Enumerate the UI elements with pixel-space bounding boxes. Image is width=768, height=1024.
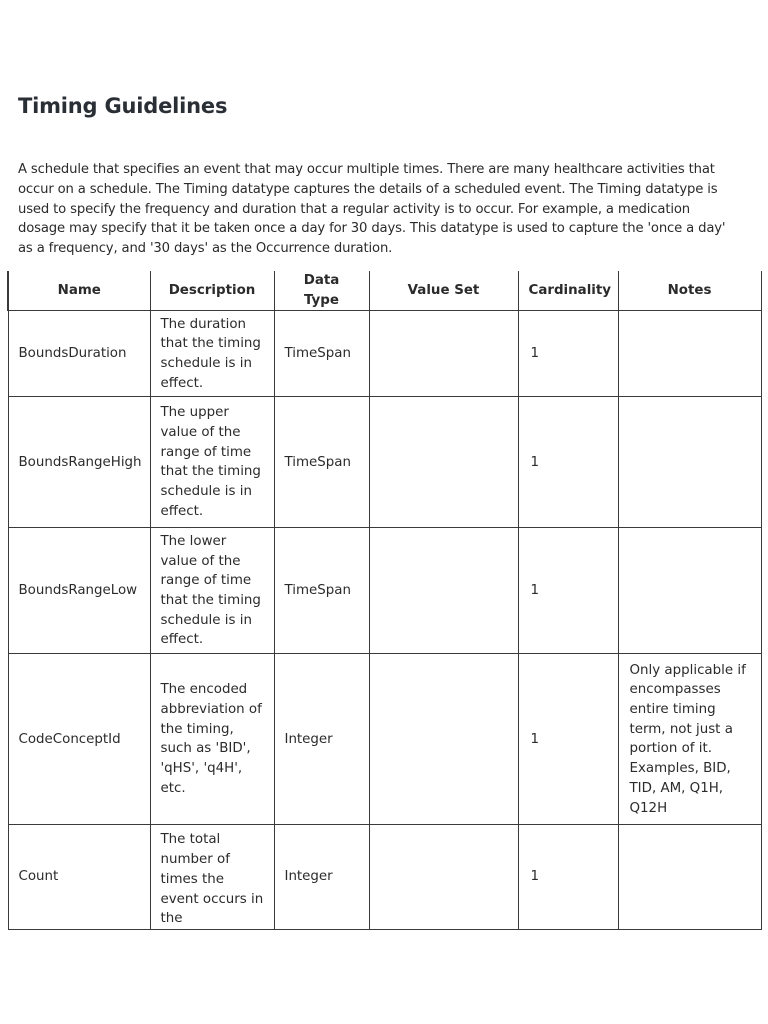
cell-notes xyxy=(618,397,761,528)
cell-value-set xyxy=(369,654,518,825)
cell-name: BoundsRangeLow xyxy=(8,528,150,654)
table-row xyxy=(8,528,761,654)
cell-data-type: TimeSpan xyxy=(274,528,369,654)
cell-name: CodeConceptId xyxy=(8,654,150,825)
header-cardinality: Cardinality xyxy=(518,271,618,311)
header-description: Description xyxy=(150,271,274,311)
cell-data-type: Integer xyxy=(274,654,369,825)
cell-name: Count xyxy=(8,825,150,930)
cell-notes xyxy=(618,825,761,930)
page-title: Timing Guidelines xyxy=(18,94,228,118)
cell-value-set xyxy=(369,311,518,397)
header-data-type: Data Type xyxy=(274,271,369,311)
cell-cardinality: 1 xyxy=(518,528,618,654)
table-row xyxy=(8,397,761,528)
timing-fields-table xyxy=(7,271,762,930)
cell-cardinality: 1 xyxy=(518,397,618,528)
cell-cardinality: 1 xyxy=(518,825,618,930)
cell-value-set xyxy=(369,528,518,654)
cell-data-type: TimeSpan xyxy=(274,397,369,528)
cell-notes xyxy=(618,528,761,654)
cell-name: BoundsDuration xyxy=(8,311,150,397)
cell-name: BoundsRangeHigh xyxy=(8,397,150,528)
header-notes: Notes xyxy=(618,271,761,311)
cell-description: The encoded abbreviation of the timing, such as 'BID', 'qHS', 'q4H', etc. xyxy=(150,654,274,825)
cell-value-set xyxy=(369,397,518,528)
cell-notes xyxy=(618,311,761,397)
cell-value-set xyxy=(369,825,518,930)
header-value-set: Value Set xyxy=(369,271,518,311)
cell-data-type: TimeSpan xyxy=(274,311,369,397)
cell-cardinality: 1 xyxy=(518,311,618,397)
cell-description: The total number of times the event occurs in the xyxy=(150,825,274,930)
table-row xyxy=(8,825,761,930)
table-row xyxy=(8,311,761,397)
cell-description: The lower value of the range of time that the timing schedule is in effect. xyxy=(150,528,274,654)
cell-data-type: Integer xyxy=(274,825,369,930)
table-row xyxy=(8,654,761,825)
cell-description: The upper value of the range of time that the timing schedule is in effect. xyxy=(150,397,274,528)
cell-cardinality: 1 xyxy=(518,654,618,825)
cell-description: The duration that the timing schedule is in effect. xyxy=(150,311,274,397)
intro-paragraph: A schedule that specifies an event that may occur multiple times. There are many healthcare activities that occur on a schedule. The Timing datatype captures the details of a scheduled event. The Timing datatype is used to specify the frequency and duration that a regular activity is to occur. For example, a medication dosage may specify that it be taken once a day for 30 days. This datatype is used to capture the 'once a day' as a frequency, and '30 days' as the Occurrence duration. xyxy=(18,162,726,257)
table-header-row xyxy=(8,271,761,311)
cell-notes: Only applicable if encompasses entire timing term, not just a portion of it. Examples, BID, TID, AM, Q1H, Q12H xyxy=(618,654,761,825)
header-name: Name xyxy=(8,271,150,311)
